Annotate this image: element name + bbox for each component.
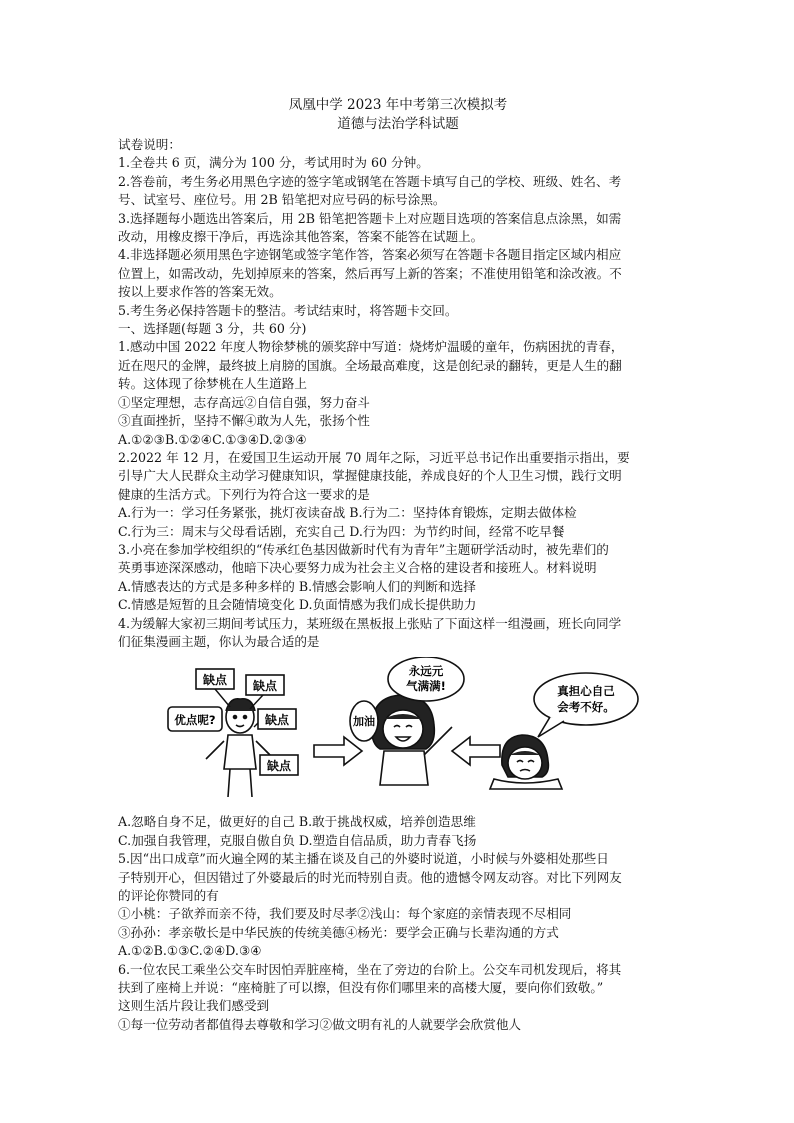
question-line: ①坚定理想，志存高远②自信自强，努力奋斗 — [118, 394, 370, 410]
sign-4 — [260, 751, 298, 775]
svg-text:真担心自己: 真担心自己 — [557, 684, 615, 699]
question-line: 5.因“出口成章”而火遍全网的某主播在谈及自己的外婆时说道，小时候与外婆相处那些日 — [118, 851, 609, 867]
comic-svg — [118, 657, 678, 807]
question-options: A.①②B.①③C.②④D.③④ — [118, 943, 262, 959]
arrow-right-icon — [314, 737, 362, 765]
svg-text:气满满!: 气满满! — [406, 679, 446, 694]
svg-text:缺点: 缺点 — [266, 759, 292, 774]
bubble-left — [168, 707, 222, 731]
exam-title: 凤凰中学 2023 年中考第三次模拟考 — [288, 97, 508, 113]
instructions-heading: 试卷说明： — [118, 137, 181, 152]
girl-worried-figure — [490, 735, 562, 789]
question-line: 2.2022 年 12 月，在爱国卫生运动开展 70 周年之际，习近平总书记作出重要指示指出，要 — [118, 449, 630, 465]
section-heading: 一、选择题(每题 3 分，共 60 分) — [118, 321, 307, 337]
sign-1 — [196, 669, 234, 707]
instructions-list — [118, 154, 678, 320]
question-line: 们征集漫画主题，你认为最合适的是 — [118, 633, 320, 649]
sign-3 — [254, 709, 296, 729]
girl-cheerful-figure — [372, 695, 452, 785]
question-line: 1.感动中国 2022 年度人物徐梦桃的颁奖辞中写道：烧烤炉温暖的童年，伤病困扰的青春， — [118, 339, 624, 355]
question-5 — [118, 850, 678, 960]
question-line: ①小桃：子欲养而亲不待，我们要及时尽孝②浅山：每个家庭的亲情表现不尽相同 — [118, 906, 572, 922]
instruction-line: 3.选择题每小题选出答案后，用 2B 铅笔把答题卡上对应题目选项的答案信息点涂黑，如需 — [118, 210, 622, 226]
question-3 — [118, 541, 678, 615]
svg-text:缺点: 缺点 — [252, 679, 278, 694]
instruction-line: 改动，用橡皮擦干净后，再选涂其他答案，答案不能答在试题上。 — [118, 229, 484, 245]
instruction-line: 位置上，如需改动，先划掉原来的答案，然后再写上新的答案；不准使用铅笔和涂改液。不 — [118, 265, 622, 281]
instruction-line: 4.非选择题必须用黑色字迹钢笔或签字笔作答，答案必须写在答题卡各题目指定区域内相应 — [118, 247, 622, 263]
comic-illustration — [118, 657, 678, 807]
question-4 — [118, 615, 678, 652]
question-4-options — [118, 813, 678, 850]
question-options: C.行为三：周末与父母看话剧，充实自己 D.行为四：为节约时间，经常不吃早餐 — [118, 523, 565, 539]
question-line: 的评论你赞同的有 — [118, 888, 219, 903]
svg-text:加油: 加油 — [353, 715, 375, 729]
instruction-line: 按以上要求作答的答案无效。 — [118, 284, 282, 300]
question-options: C.加强自我管理，克服自傲自负 D.塑造自信品质，助力青春飞扬 — [118, 832, 477, 848]
exam-subtitle: 道德与法治学科试题 — [337, 116, 459, 132]
instruction-line: 2.答卷前，考生务必用黑色字迹的签字笔或钢笔在答题卡填写自己的学校、班级、姓名、考 — [118, 173, 622, 189]
question-line: 子特别开心，但因错过了外婆最后的时光而特别自责。他的遗憾令网友动容。对比下列网友 — [118, 869, 622, 885]
svg-text:缺点: 缺点 — [202, 673, 228, 688]
question-2 — [118, 449, 678, 541]
question-options: A.行为一：学习任务紧张，挑灯夜读奋战 B.行为二：坚持体育锻炼，定期去做体检 — [118, 505, 577, 521]
svg-text:优点呢?: 优点呢? — [174, 713, 216, 728]
question-line: 转。这体现了徐梦桃在人生道路上 — [118, 376, 307, 392]
question-options: A.忽略自身不足，做更好的自己 B.敢于挑战权威，培养创造思维 — [118, 814, 476, 830]
question-line: 健康的生活方式。下列行为符合这一要求的是 — [118, 486, 370, 502]
question-line: 这则生活片段让我们感受到 — [118, 998, 270, 1014]
question-line: 4.为缓解大家初三期间考试压力，某班级在黑板报上张贴了下面这样一组漫画，班长向同学 — [118, 615, 622, 631]
question-line: 引导广大人民群众主动学习健康知识，掌握健康技能，养成良好的个人卫生习惯，践行文明 — [118, 468, 622, 484]
question-line: 6.一位农民工乘坐公交车时因怕弄脏座椅，坐在了旁边的台阶上。公交车司机发现后，将其 — [118, 961, 622, 977]
question-line: 近在咫尺的金牌，最终披上肩膀的国旗。全场最高难度，这是创纪录的翻转，更是人生的翻 — [118, 357, 622, 373]
question-line: ③直面挫折，坚持不懈④敢为人先，张扬个性 — [118, 413, 370, 429]
arrow-left-icon — [452, 737, 500, 765]
svg-text:永远元: 永远元 — [408, 664, 444, 679]
question-1 — [118, 338, 678, 448]
instruction-line: 1.全卷共 6 页，满分为 100 分，考试用时为 60 分钟。 — [118, 155, 429, 171]
question-line: ③孙孙：孝亲敬长是中华民族的传统美德④杨光：要学会正确与长辈沟通的方式 — [118, 924, 559, 940]
instruction-line: 号、试室号、座位号。用 2B 铅笔把对应号码的标号涂黑。 — [118, 192, 446, 208]
question-6 — [118, 961, 678, 1035]
question-options: C.情感是短暂的且会随情境变化 D.负面情感为我们成长提供助力 — [118, 597, 477, 613]
question-line: ①每一位劳动者都值得去尊敬和学习②做文明有礼的人就要学会欣赏他人 — [118, 1016, 521, 1032]
instruction-line: 5.考生务必保持答题卡的整洁。考试结束时，将答题卡交回。 — [118, 302, 458, 318]
question-line: 扶到了座椅上并说：“座椅脏了可以擦，但没有你们哪里来的高楼大厦，要向你们致敬。” — [118, 980, 604, 996]
cheer-bubble — [350, 701, 378, 741]
bubble-mid — [388, 657, 464, 701]
question-options: A.①②③B.①②④C.①③④D.②③④ — [118, 431, 307, 447]
exam-page — [118, 96, 678, 1034]
question-options: A.情感表达的方式是多种多样的 B.情感会影响人们的判断和选择 — [118, 578, 476, 594]
question-line: 3.小亮在参加学校组织的“传承红色基因做新时代有为青年”主题研学活动时，被先辈们的 — [118, 541, 609, 557]
svg-text:缺点: 缺点 — [264, 713, 290, 728]
svg-text:会考不好。: 会考不好。 — [557, 700, 615, 715]
question-line: 英勇事迹深深感动，他暗下决心要努力成为社会主义合格的建设者和接班人。材料说明 — [118, 560, 597, 576]
bubble-right — [534, 673, 638, 737]
